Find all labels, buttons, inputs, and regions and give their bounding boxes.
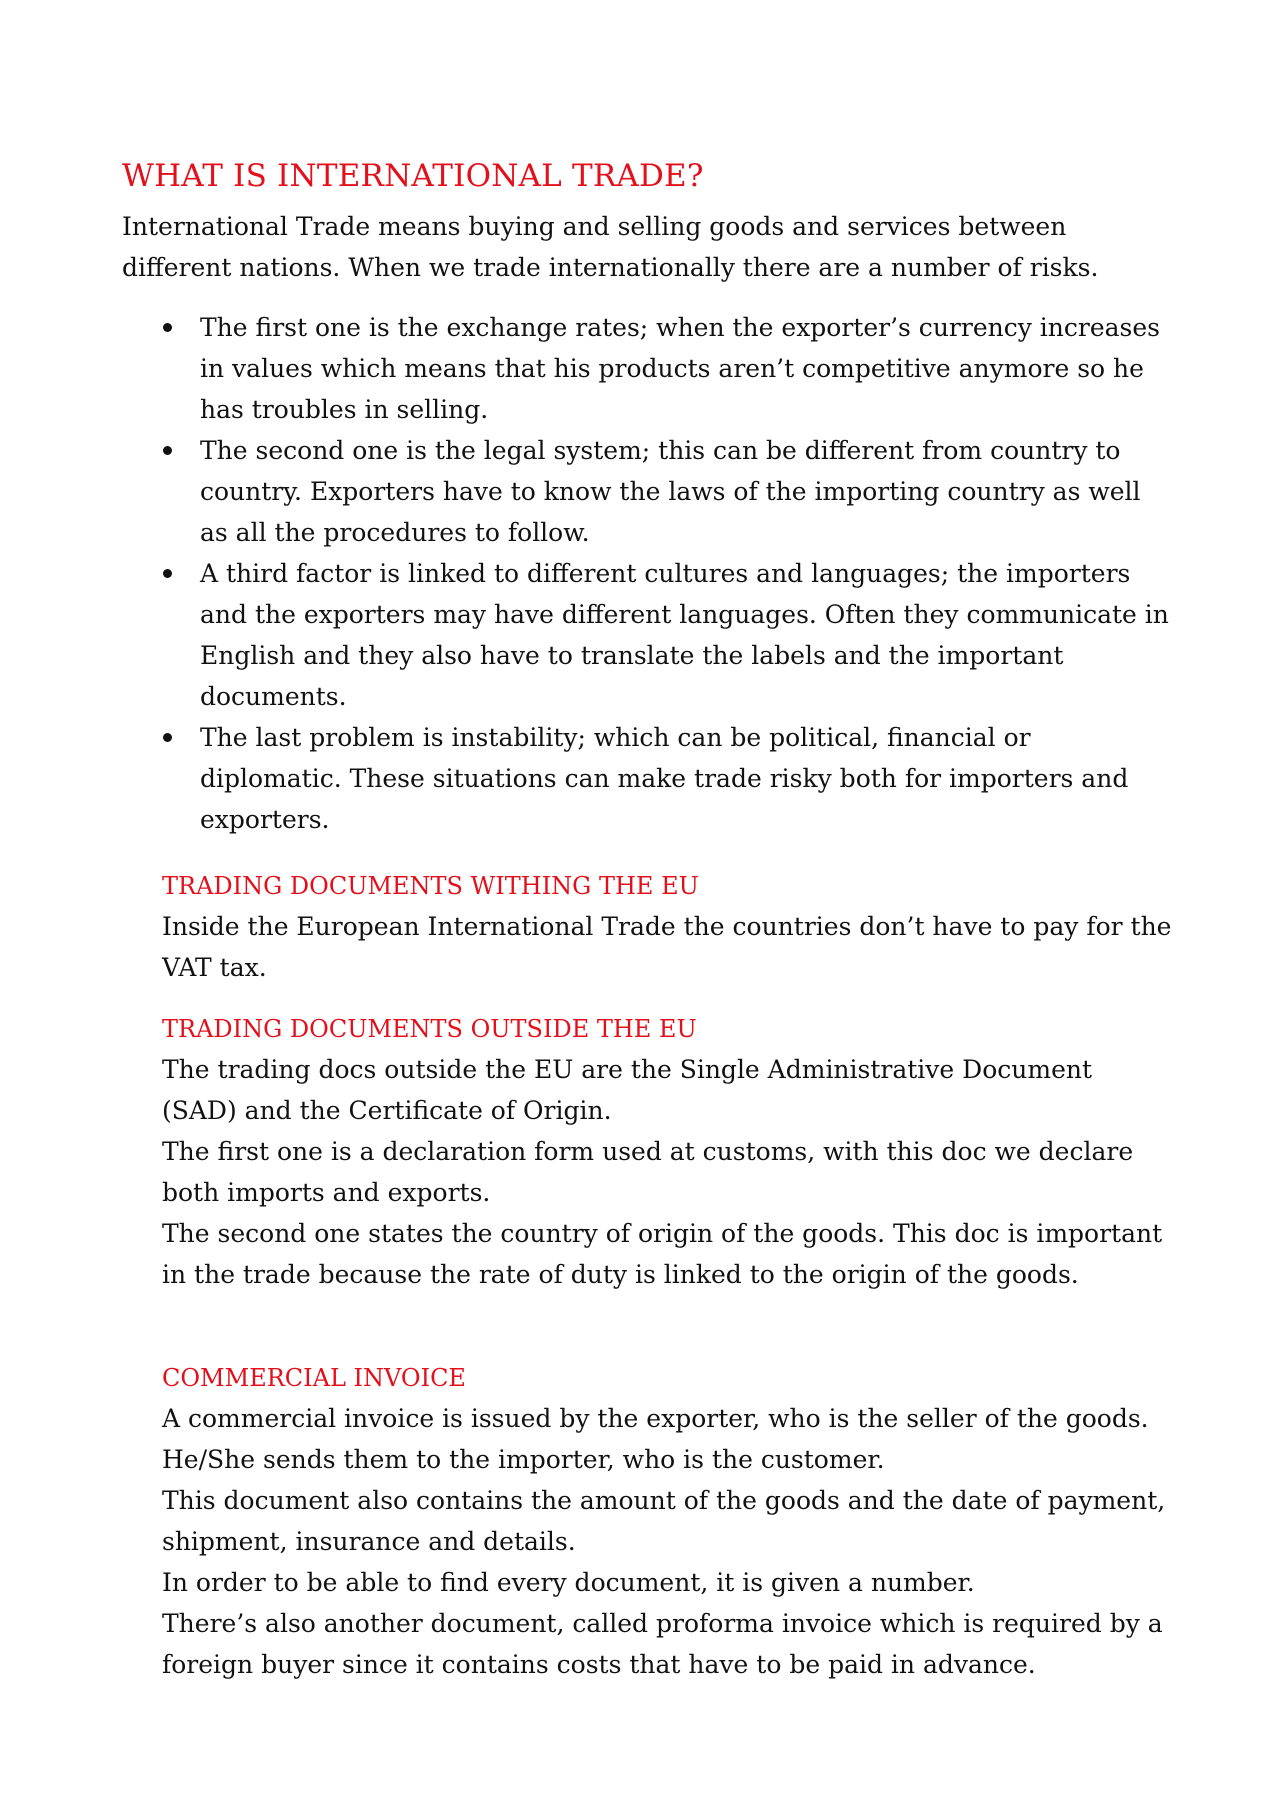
section-heading-within-eu: TRADING DOCUMENTS WITHING THE EU	[162, 872, 699, 900]
section-paragraph: The trading docs outside the EU are the Single Administrative Document (SAD) and the Certificate of Origin.	[162, 1055, 1093, 1125]
bullet-dot-icon	[163, 323, 172, 332]
section-heading-commercial-invoice: COMMERCIAL INVOICE	[162, 1364, 466, 1392]
risk-list	[122, 307, 1172, 840]
bullet-dot-icon	[163, 733, 172, 742]
risk-item-text: The first one is the exchange rates; when the exporter’s currency increases in values which means that his products aren’t competitive anymore so he has troubles in selling.	[200, 313, 1160, 424]
section-within-eu	[162, 866, 1172, 988]
page-title: WHAT IS INTERNATIONAL TRADE?	[122, 158, 704, 194]
section-paragraph: There’s also another document, called proforma invoice which is required by a foreign buyer since it contains costs that have to be paid in advance.	[162, 1609, 1163, 1679]
risk-item-text: A third factor is linked to different cultures and languages; the importers and the exporters may have different languages. Often they communicate in English and they also have to translate the labels and the important documents.	[200, 559, 1169, 711]
bullet-dot-icon	[163, 446, 172, 455]
section-paragraph: This document also contains the amount of the goods and the date of payment, shipment, insurance and details.	[162, 1486, 1166, 1556]
risk-item-instability	[122, 717, 1172, 840]
section-paragraph: A commercial invoice is issued by the exporter, who is the seller of the goods. He/She sends them to the importer, who is the customer.	[162, 1404, 1149, 1474]
section-paragraph: The first one is a declaration form used at customs, with this doc we declare both imports and exports.	[162, 1137, 1134, 1207]
section-outside-eu	[162, 1009, 1172, 1295]
risk-item-legal-system	[122, 430, 1172, 553]
section-paragraph: Inside the European International Trade the countries don’t have to pay for the VAT tax.	[162, 912, 1172, 982]
section-paragraph: In order to be able to find every document, it is given a number.	[162, 1568, 975, 1597]
risk-item-exchange-rates	[122, 307, 1172, 430]
risk-item-cultures-languages	[122, 553, 1172, 717]
risk-item-text: The last problem is instability; which can be political, financial or diplomatic. These situations can make trade risky both for importers and exporters.	[200, 723, 1129, 834]
section-heading-outside-eu: TRADING DOCUMENTS OUTSIDE THE EU	[162, 1015, 697, 1043]
section-commercial-invoice	[162, 1358, 1172, 1685]
section-paragraph: The second one states the country of origin of the goods. This doc is important in the trade because the rate of duty is linked to the origin of the goods.	[162, 1219, 1163, 1289]
intro-paragraph: International Trade means buying and selling goods and services between different nations. When we trade internationally there are a number of risks.	[122, 212, 1099, 282]
bullet-dot-icon	[163, 569, 172, 578]
risk-item-text: The second one is the legal system; this can be different from country to country. Exporters have to know the laws of the importing country as well as all the procedures to follow.	[200, 436, 1141, 547]
